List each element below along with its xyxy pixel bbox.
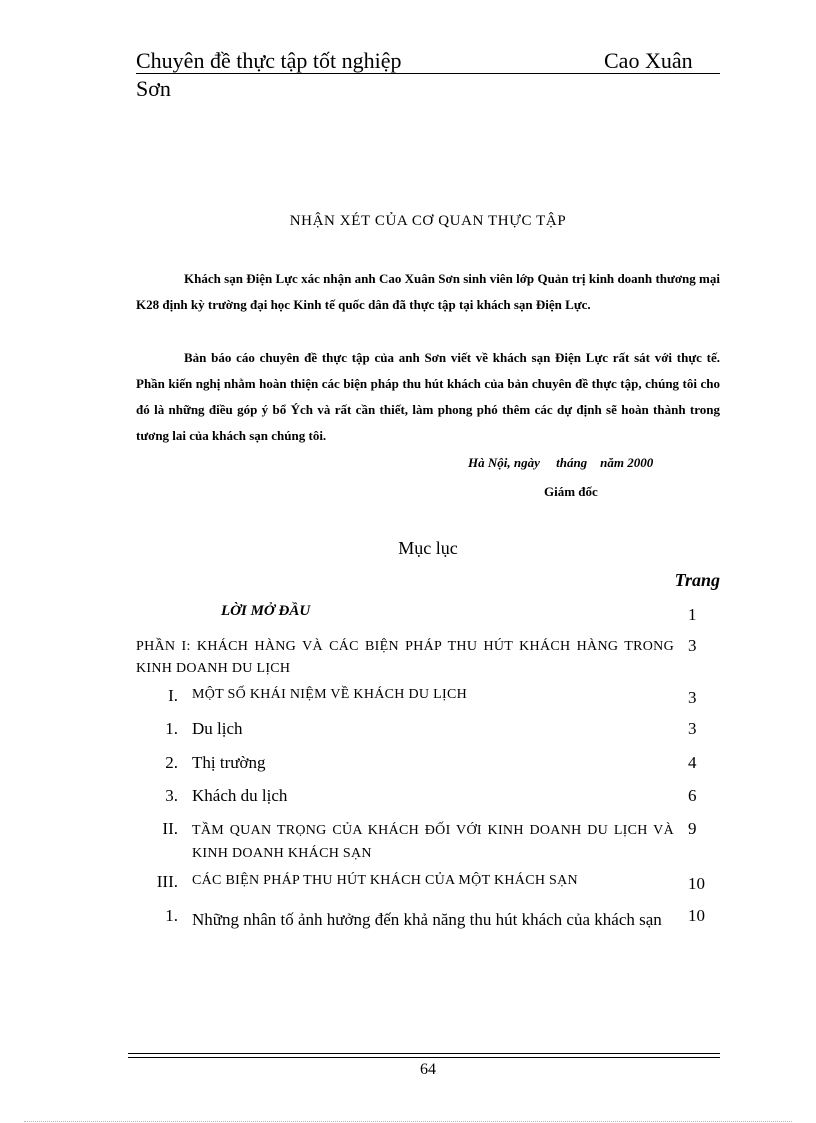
page-bottom-border xyxy=(24,1121,792,1122)
toc-item-page: 6 xyxy=(688,786,697,805)
review-title: NHẬN XÉT CỦA CƠ QUAN THỰC TẬP xyxy=(289,213,567,229)
toc-title: Mục lục xyxy=(398,538,458,558)
place-date: Hà Nội, ngày tháng năm 2000 xyxy=(468,455,654,470)
toc-item-text: Thị trường xyxy=(192,753,266,772)
review-paragraph-2 xyxy=(136,345,720,449)
signer-title: Giám đốc xyxy=(544,484,598,499)
toc-item-page: 3 xyxy=(688,688,697,707)
toc-item-text: CÁC BIỆN PHÁP THU HÚT KHÁCH CỦA MỘT KHÁCH SẠN xyxy=(192,873,578,888)
toc-item-number: 3. xyxy=(165,786,178,805)
toc-item-page: 10 xyxy=(688,874,705,893)
review-paragraph-1-text: Khách sạn Điện Lực xác nhận anh Cao Xuân Sơn sinh viên lớp Quản trị kinh doanh thương mại K28 định kỳ trường đại học Kinh tế quốc dân đã thực tập tại khách sạn Điện Lực. xyxy=(136,271,720,312)
toc-item-number: 1. xyxy=(165,906,178,925)
review-paragraph-2-text: Bản báo cáo chuyên đề thực tập của anh Sơn viết về khách sạn Điện Lực rất sát với thực tế. Phần kiến nghị nhằm hoàn thiện các biện pháp thu hút khách của bản chuyên đề thực tập, chúng tôi cho đó là những điều góp ý bổ Ých và rất cần thiết, làm phong phó thêm các dự định sẽ hoàn thành trong tương lai của khách sạn chúng tôi. xyxy=(136,350,720,443)
document-header-title: Chuyên đề thực tập tốt nghiệp xyxy=(136,48,402,73)
toc-item-number: III. xyxy=(156,872,178,891)
toc-item-page: 1 xyxy=(688,605,697,624)
toc-item-number: 2. xyxy=(165,753,178,772)
page-number: 64 xyxy=(420,1061,436,1078)
toc-item-text: Khách du lịch xyxy=(192,786,288,805)
toc-item-page: 3 xyxy=(688,636,697,655)
toc-page-column-header: Trang xyxy=(674,570,720,590)
toc-item-text: Những nhân tố ảnh hưởng đến khả năng thu hút khách của khách sạn xyxy=(192,910,662,929)
document-header-author-continued: Sơn xyxy=(136,76,171,101)
toc-item-text: LỜI MỞ ĐẦU xyxy=(221,603,311,619)
header-rule xyxy=(136,73,720,74)
footer-rule xyxy=(128,1057,720,1058)
toc-item-number: 1. xyxy=(165,719,178,738)
toc-item-text: MỘT SỐ KHÁI NIỆM VỀ KHÁCH DU LỊCH xyxy=(192,687,467,702)
toc-item-number: II. xyxy=(162,819,178,838)
document-header-author: Cao Xuân xyxy=(604,48,693,73)
review-paragraph-1 xyxy=(136,266,720,318)
toc-item-number: I. xyxy=(168,686,178,705)
toc-item-page: 4 xyxy=(688,753,697,772)
toc-item-page: 10 xyxy=(688,906,705,925)
toc-item-text: TẦM QUAN TRỌNG CỦA KHÁCH ĐỐI VỚI KINH DOANH DU LỊCH VÀ KINH DOANH KHÁCH SẠN xyxy=(192,823,674,861)
toc-item-text: PHẦN I: KHÁCH HÀNG VÀ CÁC BIỆN PHÁP THU HÚT KHÁCH HÀNG TRONG KINH DOANH DU LỊCH xyxy=(136,639,674,676)
toc-item-page: 3 xyxy=(688,719,697,738)
toc-item-text: Du lịch xyxy=(192,719,243,738)
footer-rule xyxy=(128,1053,720,1054)
toc-item-page: 9 xyxy=(688,819,697,838)
